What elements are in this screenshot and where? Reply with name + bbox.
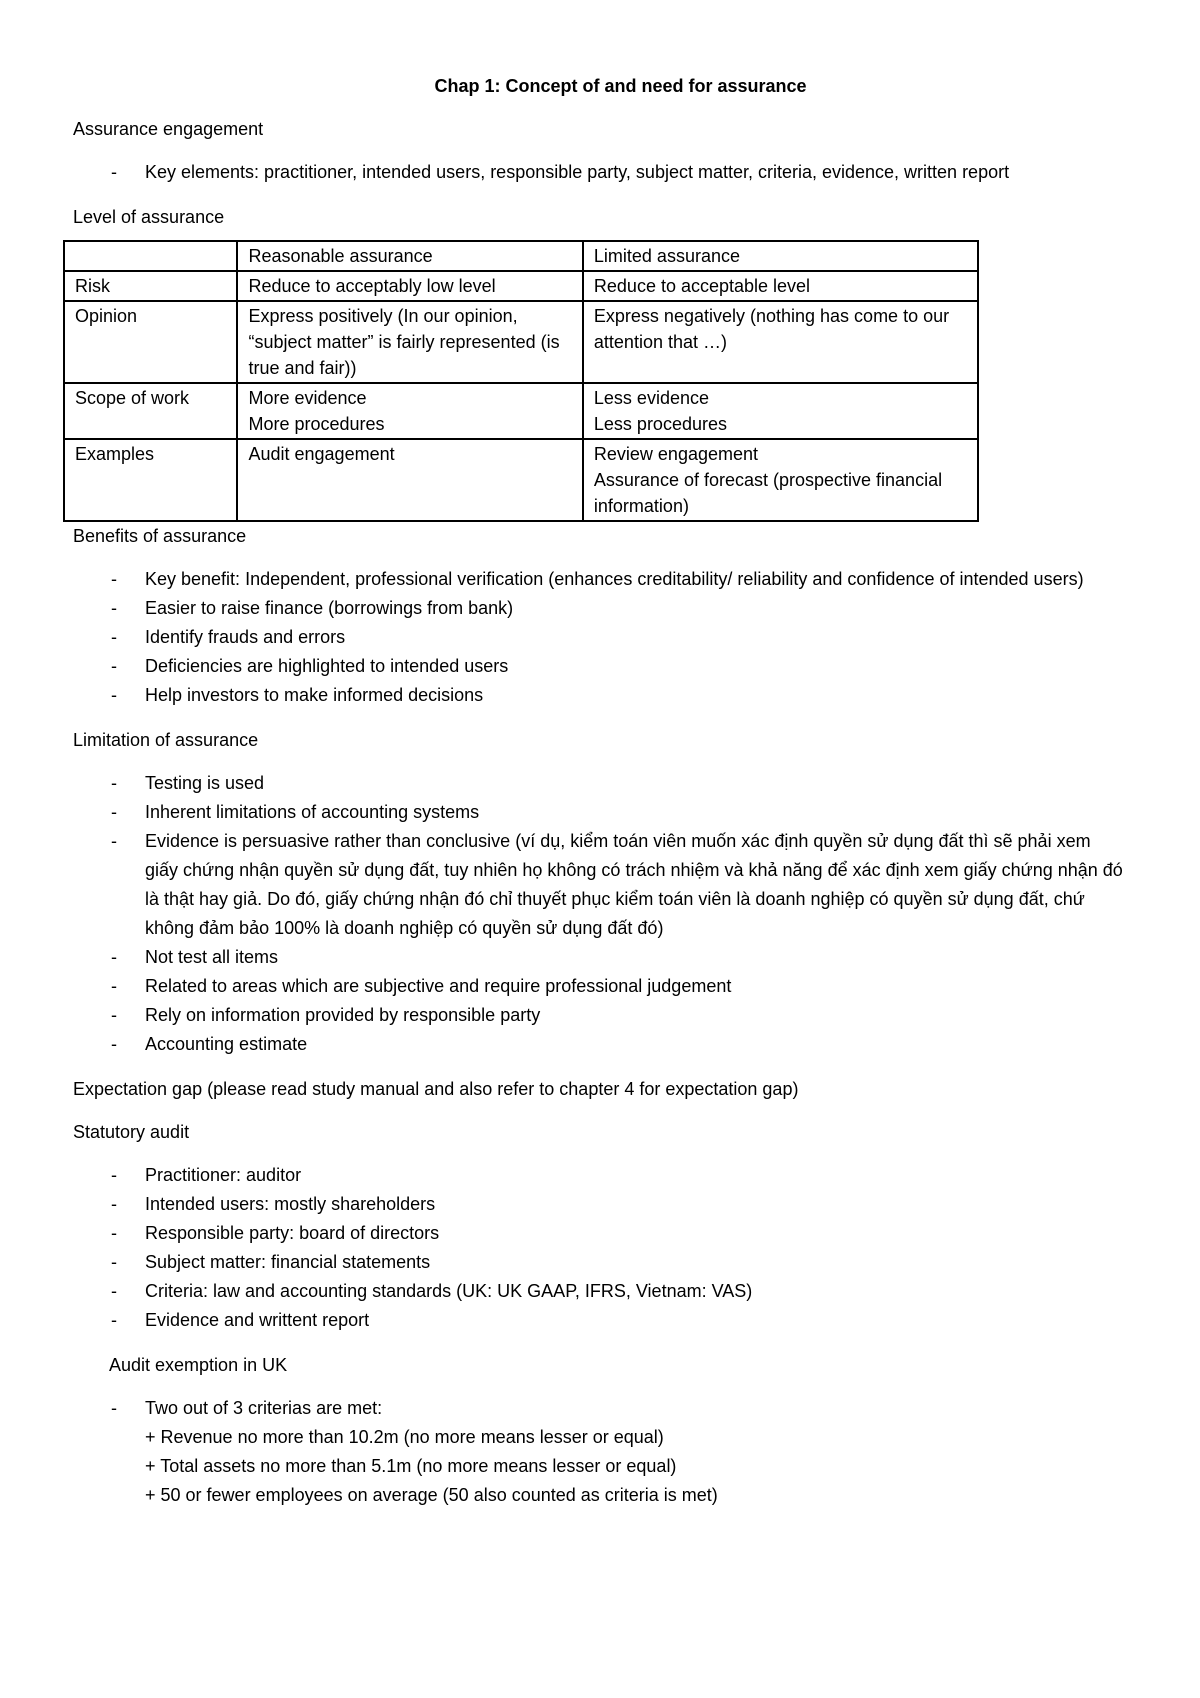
list-item: - Easier to raise finance (borrowings from bank) — [73, 594, 1128, 623]
engagement-list — [73, 158, 1128, 187]
table-cell: Express positively (In our opinion, “subject matter” is fairly represented (is true and fair)) — [237, 301, 582, 383]
table-header-cell: Limited assurance — [583, 241, 978, 271]
table-cell: More evidence More procedures — [237, 383, 582, 439]
dash-bullet: - — [111, 1005, 117, 1025]
criteria-employees: + 50 or fewer employees on average (50 also counted as criteria is met) — [145, 1485, 718, 1505]
dash-bullet: - — [111, 598, 117, 618]
dash-bullet: - — [111, 1398, 117, 1418]
list-item: - Accounting estimate — [73, 1030, 1128, 1059]
benefits-list — [73, 565, 1128, 710]
dash-bullet: - — [111, 1223, 117, 1243]
dash-bullet: - — [111, 627, 117, 647]
table-cell: Less evidence Less procedures — [583, 383, 978, 439]
row-label: Risk — [64, 271, 237, 301]
dash-bullet: - — [111, 685, 117, 705]
list-item: - Not test all items — [73, 943, 1128, 972]
list-item: - Evidence and writtent report — [73, 1306, 1128, 1335]
table-cell: Audit engagement — [237, 439, 582, 521]
table-cell: Reduce to acceptable level — [583, 271, 978, 301]
section-heading-level: Level of assurance — [73, 207, 225, 227]
table-cell: Reduce to acceptably low level — [237, 271, 582, 301]
document-page — [73, 72, 1128, 1526]
dash-bullet: - — [111, 656, 117, 676]
list-item: - Criteria: law and accounting standards (UK: UK GAAP, IFRS, Vietnam: VAS) — [73, 1277, 1128, 1306]
dash-bullet: - — [111, 1281, 117, 1301]
dash-bullet: - — [111, 1252, 117, 1272]
row-label: Scope of work — [64, 383, 237, 439]
list-item: - Identify frauds and errors — [73, 623, 1128, 652]
criteria-revenue: + Revenue no more than 10.2m (no more means lesser or equal) — [145, 1427, 664, 1447]
table-cell: Express negatively (nothing has come to our attention that …) — [583, 301, 978, 383]
dash-bullet: - — [111, 569, 117, 589]
section-heading-statutory: Statutory audit — [73, 1122, 190, 1142]
section-heading-expectation: Expectation gap (please read study manual and also refer to chapter 4 for expectation gap) — [73, 1079, 799, 1099]
limitation-list — [73, 769, 1128, 1059]
section-heading-limitation: Limitation of assurance — [73, 730, 259, 750]
section-heading-engagement: Assurance engagement — [73, 119, 264, 139]
criteria-total-assets: + Total assets no more than 5.1m (no more means lesser or equal) — [145, 1456, 677, 1476]
list-item: - Related to areas which are subjective and require professional judgement — [73, 972, 1128, 1001]
dash-bullet: - — [111, 831, 117, 851]
row-label: Examples — [64, 439, 237, 521]
dash-bullet: - — [111, 773, 117, 793]
list-item: - Rely on information provided by responsible party — [73, 1001, 1128, 1030]
dash-bullet: - — [111, 947, 117, 967]
list-item: - Two out of 3 criterias are met: + Revenue no more than 10.2m (no more means lesser or equal) + Total assets no more than 5.1m (no more means lesser or equal) + 50 or fewer employees on average (50 also counted as criteria is met) — [73, 1394, 1128, 1510]
list-item: - Practitioner: auditor — [73, 1161, 1128, 1190]
list-item: - Testing is used — [73, 769, 1128, 798]
dash-bullet: - — [111, 162, 117, 182]
assurance-level-table — [63, 240, 979, 522]
dash-bullet: - — [111, 802, 117, 822]
table-cell: Review engagement Assurance of forecast (prospective financial information) — [583, 439, 978, 521]
list-item: - Responsible party: board of directors — [73, 1219, 1128, 1248]
section-heading-exemption: Audit exemption in UK — [109, 1355, 288, 1375]
list-item: - Deficiencies are highlighted to intended users — [73, 652, 1128, 681]
table-header-cell: Reasonable assurance — [237, 241, 582, 271]
list-item: - Help investors to make informed decisions — [73, 681, 1128, 710]
table-header-row — [64, 241, 978, 271]
dash-bullet: - — [111, 1310, 117, 1330]
dash-bullet: - — [111, 976, 117, 996]
list-item: - Key elements: practitioner, intended users, responsible party, subject matter, criteria, evidence, written report — [73, 158, 1128, 187]
list-item: - Intended users: mostly shareholders — [73, 1190, 1128, 1219]
table-row — [64, 439, 978, 521]
list-item: - Subject matter: financial statements — [73, 1248, 1128, 1277]
section-heading-benefits: Benefits of assurance — [73, 526, 247, 546]
row-label: Opinion — [64, 301, 237, 383]
table-header-cell — [64, 241, 237, 271]
page-title: Chap 1: Concept of and need for assurance — [434, 76, 807, 96]
table-row — [64, 271, 978, 301]
list-item: - Evidence is persuasive rather than conclusive (ví dụ, kiểm toán viên muốn xác định quyền sử dụng đất thì sẽ phải xem giấy chứng nhận quyền sử dụng đất, tuy nhiên họ không có trách nhiệm và khả năng để xác định xem giấy chứng nhận đó là thật hay giả. Do đó, giấy chứng nhận đó chỉ thuyết phục kiểm toán viên là doanh nghiệp có quyền sử dụng đất, chứ không đảm bảo 100% là doanh nghiệp có quyền sử dụng đất đó) — [73, 827, 1128, 943]
table-row — [64, 301, 978, 383]
dash-bullet: - — [111, 1034, 117, 1054]
list-item: - Inherent limitations of accounting systems — [73, 798, 1128, 827]
table-row — [64, 383, 978, 439]
list-item: - Key benefit: Independent, professional verification (enhances creditability/ reliability and confidence of intended users) — [73, 565, 1128, 594]
statutory-list — [73, 1161, 1128, 1335]
dash-bullet: - — [111, 1194, 117, 1214]
dash-bullet: - — [111, 1165, 117, 1185]
exemption-list — [73, 1394, 1128, 1510]
